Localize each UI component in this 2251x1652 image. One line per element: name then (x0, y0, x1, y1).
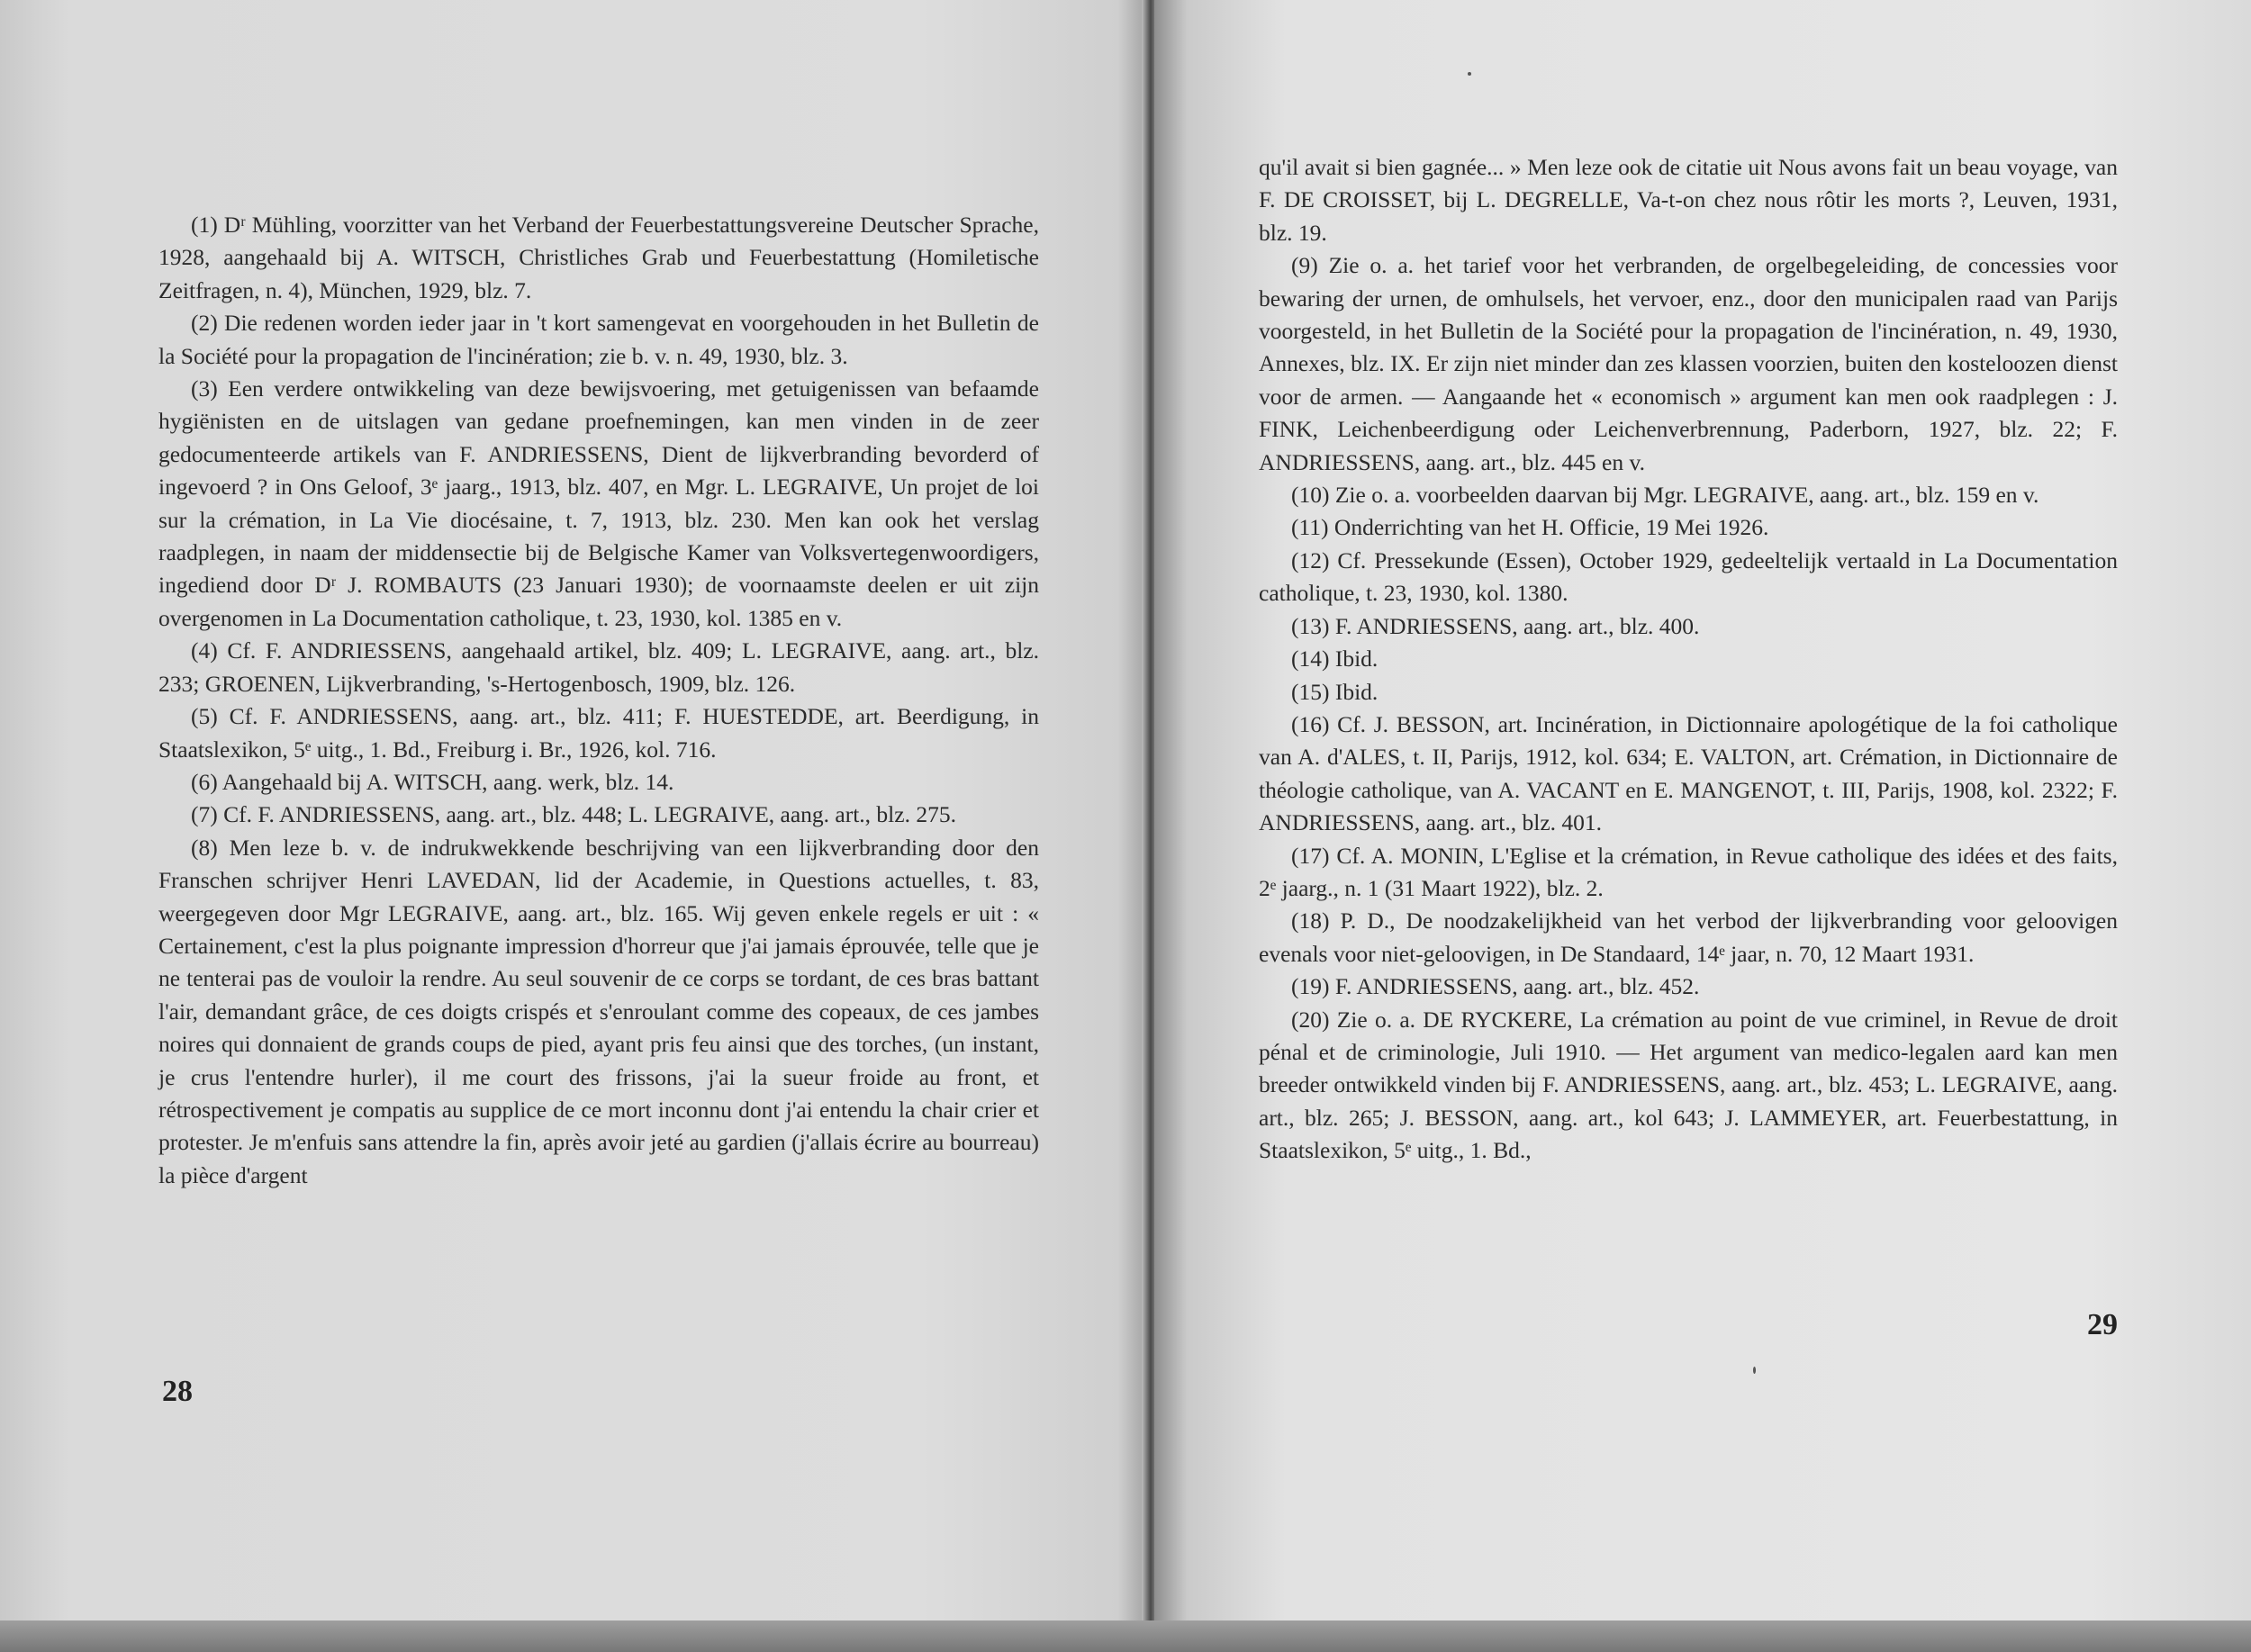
footnote-7: (7) Cf. F. ANDRIESSENS, aang. art., blz. 448; L. LEGRAIVE, aang. art., blz. 275. (191, 801, 956, 828)
footnote-11: (11) Onderrichting van het H. Officie, 19 Mei 1926. (1291, 514, 1769, 541)
footnote-12: (12) Cf. Pressekunde (Essen), October 1929, gedeeltelijk vertaald in La Documentation catholique, t. 23, 1930, kol. 1380. (1259, 546, 2118, 607)
paper-speck (1468, 72, 1471, 76)
left-page-number: 28 (162, 1375, 193, 1408)
right-footnotes (1259, 151, 2118, 1168)
footnote-8-continuation: qu'il avait si bien gagnée... » Men leze ook de citatie uit Nous avons fait un beau voyage, van F. DE CROISSET, bij L. DEGRELLE, Va-t-on chez nous rôtir les morts ?, Leuven, 1931, blz. 19. (1259, 154, 2118, 246)
footnote-1: (1) Dʳ Mühling, voorzitter van het Verband der Feuerbestattungsvereine Deutscher Sprache, 1928, aangehaald bij A. WITSCH, Christliches Grab und Feuerbestattung (Homiletische Zeitfragen, n. 4), München, 1929, blz. 7. (158, 212, 1039, 303)
footnote-19: (19) F. ANDRIESSENS, aang. art., blz. 452. (1291, 973, 1700, 1000)
footnote-14: (14) Ibid. (1291, 645, 1379, 673)
footnote-2: (2) Die redenen worden ieder jaar in 't kort samengevat en voorgehouden in het Bulletin de la Société pour la propagation de l'incinération; zie b. v. n. 49, 1930, blz. 3. (158, 310, 1039, 369)
footnote-6: (6) Aangehaald bij A. WITSCH, aang. werk, blz. 14. (191, 768, 674, 795)
paper-speck (1753, 1367, 1756, 1374)
footnote-16: (16) Cf. J. BESSON, art. Incinération, in Dictionnaire apologétique de la foi catholique van A. d'ALES, t. II, Parijs, 1912, kol. 634; E. VALTON, art. Crémation, in Dictionnaire de théologie catholique, van A. VACANT en E. MANGENOT, t. III, Parijs, 1908, kol. 2322; F. ANDRIESSENS, aang. art., blz. 401. (1259, 710, 2118, 836)
right-page-number: 29 (2087, 1308, 2118, 1341)
footnote-20: (20) Zie o. a. DE RYCKERE, La crémation au point de vue criminel, in Revue de droit pénal et de criminologie, Juli 1910. — Het argument van medico-legalen aard kan men breeder ontwikkeld vinden bij F. ANDRIESSENS, aang. art., blz. 453; L. LEGRAIVE, aang. art., blz. 265; J. BESSON, aang. art., kol 643; J. LAMMEYER, art. Feuerbestattung, in Staatslexikon, 5ᵉ uitg., 1. Bd., (1259, 1006, 2118, 1164)
footnote-13: (13) F. ANDRIESSENS, aang. art., blz. 400. (1291, 612, 1700, 639)
footnote-9: (9) Zie o. a. het tarief voor het verbranden, de orgelbegeleiding, de concessies voor bewaring der urnen, de omhulsels, het vervoer, enz., door den municipalen raad van Parijs voorgesteld, in het Bulletin de la Société pour la propagation de l'incinération, n. 49, 1930, Annexes, blz. IX. Er zijn niet minder dan zes klassen voorzien, buiten den kosteloozen dienst voor de armen. — Aangaande het « economisch » argument kan men ook raadplegen : J. FINK, Leichenbeerdigung oder Leichenverbrennung, Paderborn, 1927, blz. 22; F. ANDRIESSENS, aang. art., blz. 445 en v. (1259, 252, 2118, 475)
left-footnotes (158, 209, 1039, 1192)
footnote-4: (4) Cf. F. ANDRIESSENS, aangehaald artikel, blz. 409; L. LEGRAIVE, aang. art., blz. 233; GROENEN, Lijkverbranding, 's-Hertogenbosch, 1909, blz. 126. (158, 637, 1039, 697)
footnote-3: (3) Een verdere ontwikkeling van deze bewijsvoering, met getuigenissen van befaamde hygiënisten en de uitslagen van gedane proefnemingen, kan men vinden in de zeer gedocumenteerde artikels van F. ANDRIESSENS, Dient de lijkverbranding bevorderd of ingevoerd ? in Ons Geloof, 3ᵉ jaarg., 1913, blz. 407, en Mgr. L. LEGRAIVE, Un projet de loi sur la crémation, in La Vie diocésaine, t. 7, 1913, blz. 230. Men kan ook het verslag raadplegen, in naam der middensectie bij de Belgische Kamer van Volksvertegenwoordigers, ingediend door Dʳ J. ROMBAUTS (23 Januari 1930); de voornaamste deelen er uit zijn overgenomen in La Documentation catholique, t. 23, 1930, kol. 1385 en v. (158, 375, 1039, 631)
right-page (1154, 0, 2251, 1652)
desk-surface (0, 1620, 2251, 1652)
footnote-15: (15) Ibid. (1291, 678, 1379, 705)
footnote-5: (5) Cf. F. ANDRIESSENS, aang. art., blz. 411; F. HUESTEDDE, art. Beerdigung, in Staatslexikon, 5ᵉ uitg., 1. Bd., Freiburg i. Br., 1926, kol. 716. (158, 703, 1039, 763)
footnote-8: (8) Men leze b. v. de indrukwekkende beschrijving van een lijkverbranding door den Franschen schrijver Henri LAVEDAN, lid der Academie, in Questions actuelles, t. 83, weergegeven door Mgr LEGRAIVE, aang. art., blz. 165. Wij geven enkele regels er uit : « Certainement, c'est la plus poignante impression d'horreur que j'ai jamais éprouvée, telle que je ne tenterai pas de vouloir la rendre. Au seul souvenir de ce corps se tordant, de ces bras battant l'air, demandant grâce, de ces doigts crispés et s'enroulant comme des copeaux, de ces jambes noires qui donnaient de grands coups de pied, ayant pris feu ainsi que des torches, (un instant, je crus l'entendre hurler), il me court des frissons, j'ai la sueur froide au front, et rétrospectivement je compatis au supplice de ce mort inconnu dont j'ai entendu la chair crier et protester. Je m'enfuis sans attendre la fin, après avoir jeté au gardien (j'allais écrire au bourreau) la pièce d'argent (158, 834, 1039, 1188)
footnote-10: (10) Zie o. a. voorbeelden daarvan bij Mgr. LEGRAIVE, aang. art., blz. 159 en v. (1291, 482, 2039, 509)
footnote-18: (18) P. D., De noodzakelijkheid van het verbod der lijkverbranding voor geloovigen evenals voor niet-geloovigen, in De Standaard, 14ᵉ jaar, n. 70, 12 Maart 1931. (1259, 907, 2118, 967)
footnote-17: (17) Cf. A. MONIN, L'Eglise et la crémation, in Revue catholique des idées et des faits, 2ᵉ jaarg., n. 1 (31 Maart 1922), blz. 2. (1259, 842, 2118, 901)
